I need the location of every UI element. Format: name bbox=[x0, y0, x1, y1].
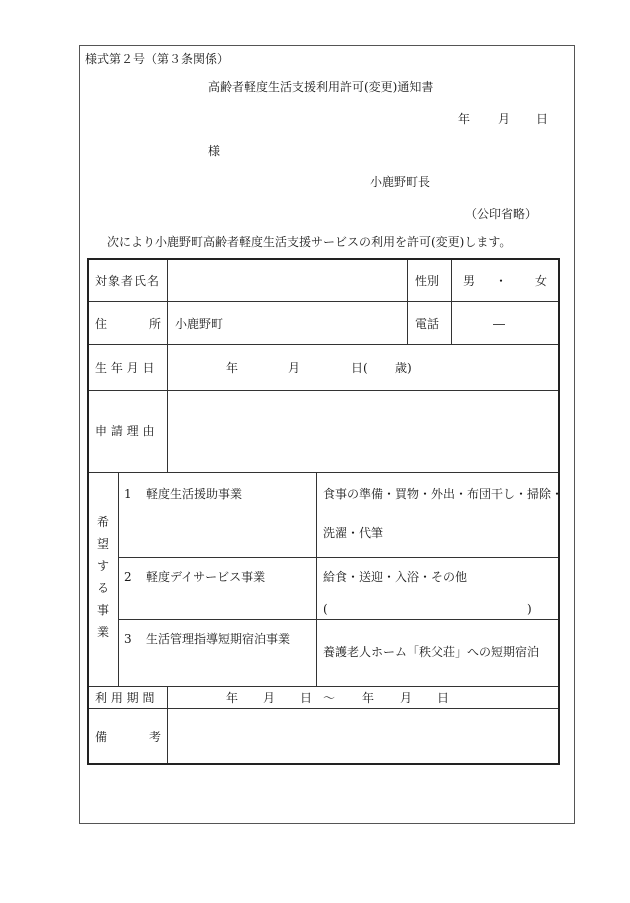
address-label-2: 所 bbox=[149, 317, 162, 331]
remarks-label-1: 備 bbox=[95, 730, 108, 744]
service-detail-close: ) bbox=[527, 602, 532, 616]
birth-label: 生 年 月 日 bbox=[95, 361, 155, 375]
col-line bbox=[407, 260, 408, 344]
service-name: 軽度生活援助事業 bbox=[146, 487, 243, 501]
service-detail: 給食・送迎・入浴・その他 bbox=[323, 570, 468, 584]
address-label-1: 住 bbox=[95, 317, 108, 331]
row-line bbox=[89, 344, 558, 345]
row-line bbox=[89, 301, 558, 302]
desired-label-char: 希 bbox=[96, 515, 109, 529]
period-month-start: 月 bbox=[263, 691, 276, 705]
service-number: 1 bbox=[124, 487, 132, 501]
permit-form-table bbox=[87, 258, 564, 765]
row-line bbox=[118, 557, 558, 558]
birth-year: 年 bbox=[226, 361, 239, 375]
gender-male: 男 bbox=[463, 274, 476, 288]
period-year-start: 年 bbox=[226, 691, 239, 705]
period-label: 利 用 期 間 bbox=[95, 691, 155, 705]
desired-label-char: る bbox=[96, 581, 109, 595]
row-line bbox=[89, 390, 558, 391]
service-name: 生活管理指導短期宿泊事業 bbox=[146, 632, 291, 646]
seal-note: （公印省略） bbox=[465, 207, 538, 221]
period-tilde: ～ bbox=[323, 691, 336, 705]
desired-label-char: 望 bbox=[96, 537, 109, 551]
phone-value: ― bbox=[493, 317, 505, 331]
intro-text: 次により小鹿野町高齢者軽度生活支援サービスの利用を許可(変更)します。 bbox=[107, 235, 512, 249]
gender-label: 性別 bbox=[415, 274, 440, 288]
desired-label-char: す bbox=[96, 559, 109, 573]
gender-separator: ・ bbox=[495, 274, 508, 288]
service-detail: 食事の準備・買物・外出・布団干し・掃除・ bbox=[323, 487, 564, 501]
col-line bbox=[167, 260, 168, 472]
birth-age: 歳) bbox=[395, 361, 412, 375]
form-number: 様式第２号（第３条関係） bbox=[85, 52, 230, 66]
service-detail: 洗濯・代筆 bbox=[323, 526, 384, 540]
service-number: 3 bbox=[124, 632, 132, 646]
period-month-end: 月 bbox=[400, 691, 413, 705]
birth-month: 月 bbox=[288, 361, 301, 375]
service-number: 2 bbox=[124, 570, 132, 584]
row-line bbox=[89, 708, 558, 709]
reason-label: 申 請 理 由 bbox=[95, 424, 155, 438]
row-line bbox=[89, 472, 558, 473]
gender-female: 女 bbox=[535, 274, 548, 288]
col-line bbox=[167, 686, 168, 763]
period-day-start: 日 bbox=[300, 691, 313, 705]
service-name: 軽度デイサービス事業 bbox=[146, 570, 266, 584]
date-month: 月 bbox=[498, 112, 511, 126]
address-value: 小鹿野町 bbox=[175, 317, 224, 331]
col-line bbox=[118, 472, 119, 686]
phone-label: 電話 bbox=[415, 317, 440, 331]
birth-day: 日( bbox=[351, 361, 368, 375]
period-year-end: 年 bbox=[362, 691, 375, 705]
document-title: 高齢者軽度生活支援利用許可(変更)通知書 bbox=[208, 80, 434, 94]
service-detail: 養護老人ホーム「秩父荘」への短期宿泊 bbox=[323, 645, 540, 659]
desired-label-char: 業 bbox=[96, 625, 109, 639]
desired-label-char: 事 bbox=[96, 603, 109, 617]
col-line bbox=[316, 472, 317, 686]
col-line bbox=[451, 260, 452, 344]
date-year: 年 bbox=[458, 112, 471, 126]
remarks-label-2: 考 bbox=[149, 730, 162, 744]
issuer: 小鹿野町長 bbox=[370, 175, 431, 189]
addressee-suffix: 様 bbox=[208, 144, 221, 158]
name-label: 対象者氏名 bbox=[95, 274, 161, 288]
row-line bbox=[118, 619, 558, 620]
date-day: 日 bbox=[536, 112, 549, 126]
row-line bbox=[89, 686, 558, 687]
service-detail-open: ( bbox=[323, 602, 328, 616]
period-day-end: 日 bbox=[437, 691, 450, 705]
